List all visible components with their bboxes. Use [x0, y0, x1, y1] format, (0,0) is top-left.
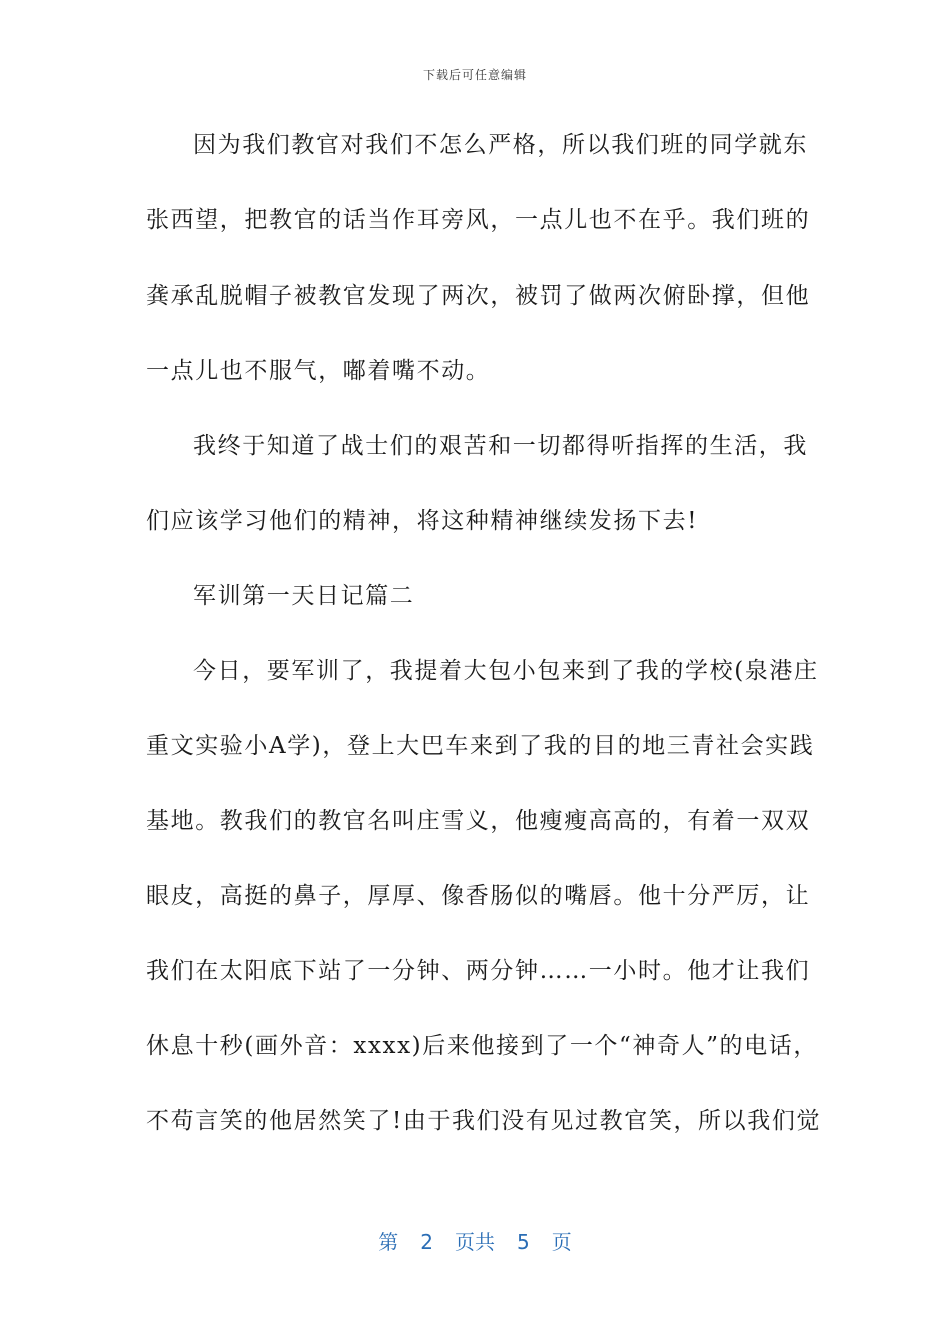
- text-line: 眼皮，高挺的鼻子，厚厚、像香肠似的嘴唇。他十分严厉，让: [146, 883, 811, 909]
- text-line: 重文实验小A学)，登上大巴车来到了我的目的地三青社会实践: [146, 733, 815, 759]
- page-footer: [0, 1226, 950, 1255]
- page-total: 5: [517, 1230, 530, 1254]
- text-line: 因为我们教官对我们不怎么严格，所以我们班的同学就东: [193, 132, 808, 158]
- text-line: 基地。教我们的教官名叫庄雪义，他瘦瘦高高的，有着一双双: [146, 808, 811, 834]
- text-line: 张西望，把教官的话当作耳旁风，一点儿也不在乎。我们班的: [146, 207, 811, 233]
- text-line: 龚承乱脱帽子被教官发现了两次，被罚了做两次俯卧撑，但他: [146, 283, 811, 309]
- text-line: 今日，要军训了，我提着大包小包来到了我的学校(泉港庄: [193, 658, 819, 684]
- text-line: 我终于知道了战士们的艰苦和一切都得听指挥的生活，我: [193, 433, 808, 459]
- section-heading: 军训第一天日记篇二: [193, 583, 415, 609]
- page-label-middle: 页共: [455, 1230, 495, 1254]
- page-label-suffix: 页: [551, 1230, 572, 1254]
- text-line: 休息十秒(画外音：xxxx)后来他接到了一个“神奇人”的电话，: [146, 1033, 818, 1059]
- page-current: 2: [420, 1230, 433, 1254]
- header-note: 下载后可任意编辑: [422, 68, 527, 82]
- page-label-prefix: 第: [378, 1230, 399, 1254]
- text-line: 我们在太阳底下站了一分钟、两分钟……一小时。他才让我们: [146, 958, 811, 984]
- text-line: 一点儿也不服气，嘟着嘴不动。: [146, 358, 491, 384]
- text-line: 们应该学习他们的精神，将这种精神继续发扬下去!: [146, 508, 699, 534]
- text-line: 不苟言笑的他居然笑了!由于我们没有见过教官笑，所以我们觉: [146, 1108, 822, 1134]
